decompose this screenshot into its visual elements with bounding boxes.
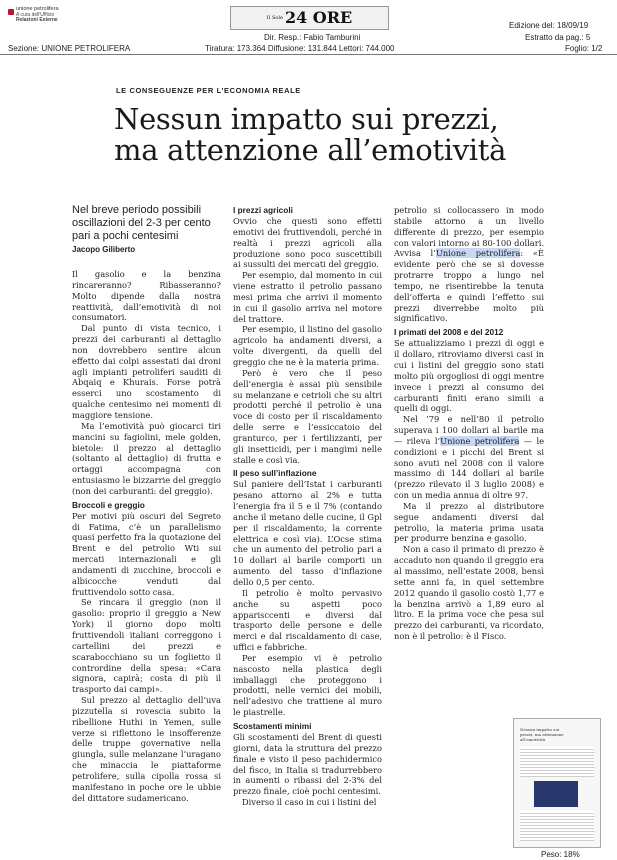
subheading-primati: I primati del 2008 e del 2012 [394, 327, 504, 338]
logo-text: 24 ORE [284, 8, 353, 27]
page-thumbnail [513, 718, 601, 848]
circulation-line: Tiratura: 173.364 Diffusione: 131.844 Lettori: 744.000 [205, 44, 395, 53]
article-column-3 [394, 205, 544, 642]
paragraph: Ovvio che questi sono effetti emotivi dei fruttivendoli, perché in realtà i prezzi agricoli alla produzione sono poco suscettibili ai sussulti dei mercati del greggio. [233, 216, 382, 270]
paragraph: Se rincara il greggio (non il gasolio: proprio il greggio a New York) il giorno dopo molti fruttivendoli italiani correggono i cartellini dei prezzi e scarabocchiano su un foglietto il contrordine della spesa: «Cara signora, capirà; costa di più il trasporto dai campi». [72, 597, 221, 695]
text-run: petrolio si collocassero in modo stabile attorno a un livello differente di prezzo, per esempio con valori intorno ai 80-100 dollari. Avvisa l’ [394, 205, 544, 259]
page-extract: Estratto da pag.: 5 [525, 33, 591, 42]
paragraph: Per motivi più oscuri del Segreto di Fatima, c’è un parallelismo quasi perfetto fra la quotazione del Brent e del petrolio Wti sui mercati internazionali e gli andamenti di zucchine, broccoli e albicocche venduti dal fruttivendolo sotto casa. [72, 510, 221, 597]
thumbnail-text-block [520, 747, 594, 777]
paragraph: Diverso il caso in cui i listini del [242, 797, 377, 808]
newspaper-logo [230, 6, 389, 30]
paragraph [394, 414, 544, 501]
paragraph: Il gasolio e la benzina rincareranno? Ribasseranno? Molto dipende dalla nostra reattività, dall’emotività di noi consumatori. [72, 269, 221, 323]
paragraph: Gli scostamenti del Brent di questi giorni, data la struttura del prezzo finale e visto il peso pachidermico del fisco, in Italia si tradurrebbero in aumenti o ribassi del 2-3% del prezzo finale, cioè pochi centesimi. [233, 731, 382, 797]
subheading-scostamenti: Scostamenti minimi [233, 720, 312, 731]
paragraph: Per esempio, il listino del gasolio agricolo ha andamenti diversi, a volte divergenti, da quelli del greggio che ne è la materia prima. [233, 324, 382, 367]
article-byline: Jacopo Giliberto [72, 245, 136, 254]
logo-prefix: Il Sole [266, 15, 283, 21]
director-line: Dir. Resp.: Fabio Tamburini [264, 33, 361, 42]
paragraph: Sul prezzo al dettaglio dell’uva pizzutella si rovescia subito la ribellione Huthi in Yemen, sulle verze si riflettono le insofferenze delle truppe governative nella giungla, sulle melanzane l’uragano che minaccia le piattaforme petrolifere, sulla cipolla rossa si manifestano in poche ore le ubbie del dittatore sudamericano. [72, 695, 221, 803]
text-run: — le condizioni e i picchi del Brent si sono avuti nel 2008 con il valore massimo di 144 dollari al barile (prezzo rilevato il 3 luglio 2008) e con un media annua di oltre 97. [394, 435, 545, 501]
article-column-2 [233, 205, 382, 808]
headline-line-1: Nessun impatto sui prezzi, [114, 102, 499, 136]
thumbnail-text-block [520, 811, 594, 841]
paragraph: Dal punto di vista tecnico, i prezzi dei carburanti al dettaglio non dovrebbero sentire alcun effetto dai colpi assestati dai droni agli impianti petroliferi sauditi di Abqaiq e Khurais. Forse potrà esserci uno scostamento di qualche centesimo nei momenti di maggiore tensione. [72, 323, 221, 420]
sheet-number: Foglio: 1/2 [565, 44, 603, 53]
text-run: Nel ’79 e nell’80 il petrolio superava i 100 dollari al barile ma — rileva l’ [394, 414, 544, 446]
text-run: : «È evidente però che se si dovesse protrarre troppo a lungo nel tempo, ne risentirebbe la tenuta dell’offerta e quindi l’effetto sui prezzi diverrebbe molto più significativo. [394, 248, 544, 324]
headline-line-2: ma attenzione all’emotività [114, 133, 507, 167]
paragraph: Però è vero che il peso dell’energia è assai più sensibile su melanzane e cetrioli che su altri prodotti perché il petrolio è una voce di costo per il riscaldamento delle serre e l’essiccatoio del granturco, per i fertilizzanti, per gli insetticidi, per i mangimi nelle stalle e così via. [233, 367, 382, 465]
article-kicker: LE CONSEGUENZE PER L’ECONOMIA REALE [116, 86, 301, 95]
section-label: Sezione: UNIONE PETROLIFERA [8, 44, 131, 53]
paragraph: Per esempio vi è petrolio nascosto nella plastica degli imballaggi che proteggono i prodotti, nelle vernici dei mobili, nell’adesivo che trattiene al muro le piastrelle. [233, 652, 382, 718]
article-lede: Nel breve periodo possibili oscillazioni del 2-3 per cento pari a pochi centesimi [72, 204, 211, 242]
article-column-1 [72, 269, 221, 804]
paragraph: Il petrolio è molto pervasivo anche su aspetti poco apparisccenti e diversi dal trasporto delle persone e delle merci e dal riscaldamento di case, uffici e fabbriche. [233, 587, 382, 653]
organization-logo-text [16, 7, 59, 24]
organization-sub-1: A cura dell'Ufficio [16, 11, 55, 18]
edition-date: Edizione del: 18/09/19 [509, 21, 589, 30]
paragraph [394, 205, 544, 324]
subheading-inflazione: Il peso sull’inflazione [233, 468, 317, 479]
paragraph: Per esempio, dal momento in cui viene estratto il petrolio passano mesi prima che arrivi il momento in cui il gasolio arriva nel motore del trattore. [233, 270, 382, 324]
highlighted-term: Unione petrolifera [440, 435, 520, 446]
paragraph: Se attualizziamo i prezzi di oggi e il dollaro, ritroviamo diversi casi in cui i listini del greggio sono stati molto più orgogliosi di oggi mentre invece i prezzi al consumo dei carburanti finiti erano simili a quelli di oggi. [394, 338, 544, 414]
header-rule [0, 54, 617, 55]
organization-logo-mark [8, 9, 14, 15]
article-headline [114, 104, 514, 166]
thumbnail-headline: Nessun impatto sui prezzi, ma attenzione all’emotività [520, 727, 564, 742]
subheading-prezzi-agricoli: I prezzi agricoli [233, 205, 293, 215]
organization-name: unione petrolifera [16, 6, 59, 12]
subheading-broccoli: Broccoli e greggio [72, 499, 145, 510]
organization-sub-2: Relazioni Esterne [16, 17, 58, 24]
paragraph: Ma l’emotività può giocarci tiri mancini su fagiolini, mele golden, bietole: il prezzo al dettaglio (soltanto al dettaglio) di frutta e ortaggi accompagna con entusiasmo le bizzarrie del greggio (non dei carburanti: del greggio). [72, 420, 221, 496]
highlighted-term: Unione petrolifera [435, 248, 521, 259]
weight-label: Peso: 18% [541, 850, 580, 859]
paragraph: Sul paniere dell’Istat i carburanti pesano attorno al 2% e tutta l’energia fra il 5 e il 7% (contando anche il metano delle cucine, il Gpl per il riscaldamento, la corrente elettrica e così via). L’Ocse stima che un aumento del petrolio pari a 10 dollari al barile comporti un aumento del tasso d’inflazione dello 0,5 per cento. [233, 479, 382, 587]
paragraph: Ma il prezzo al distributore segue andamenti diversi dal petrolio, la materia prima usata per produrre benzina e gasolio. [394, 500, 544, 544]
thumbnail-photo [534, 781, 578, 807]
paragraph: Non a caso il primato di prezzo è accaduto non quando il greggio era al massimo, nell’estate 2008, bensì sette anni fa, in quel settembre 2012 quando il gasolio costò 1,77 e la benzina arrivò a 1,89 euro al litro. E la prima voce che pesa sul prezzo dei carburanti, va ricordato, non è il petrolio: è il Fisco. [394, 544, 544, 642]
